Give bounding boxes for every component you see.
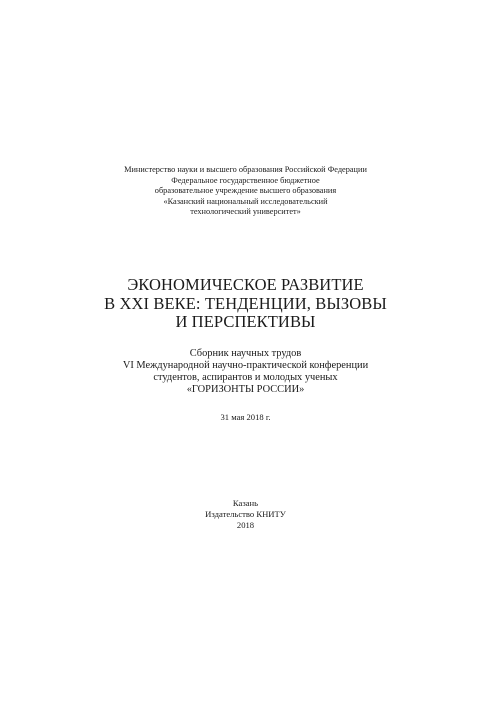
ministry-line: Федеральное государственное бюджетное: [171, 175, 320, 185]
imprint: [0, 498, 491, 531]
conference-date: 31 мая 2018 г.: [220, 412, 271, 422]
ministry-line: Министерство науки и высшего образования Российской Федерации: [124, 165, 367, 174]
ministry-line: образовательное учреждение высшего образования: [154, 186, 337, 196]
subtitle-line: VI Международной научно-практической конференции: [122, 360, 369, 371]
title-line: В XXI ВЕКЕ: ТЕНДЕНЦИИ, ВЫЗОВЫ: [104, 293, 387, 313]
imprint-publisher: Издательство КНИТУ: [205, 509, 286, 519]
title-line: И ПЕРСПЕКТИВЫ: [175, 312, 316, 332]
subtitle-line: Сборник научных трудов: [189, 348, 302, 359]
ministry-line: технологический университет»: [190, 207, 301, 217]
subtitle-line: «ГОРИЗОНТЫ РОССИИ»: [186, 384, 305, 395]
imprint-year: 2018: [236, 520, 255, 530]
ministry-line: «Казанский национальный исследовательский: [163, 196, 328, 206]
imprint-city: Казань: [232, 498, 259, 508]
ministry-header: [0, 165, 491, 218]
book-subtitle: [0, 348, 491, 396]
book-title: [0, 276, 491, 332]
title-line: ЭКОНОМИЧЕСКОЕ РАЗВИТИЕ: [127, 275, 364, 294]
subtitle-line: студентов, аспирантов и молодых ученых: [153, 372, 338, 383]
